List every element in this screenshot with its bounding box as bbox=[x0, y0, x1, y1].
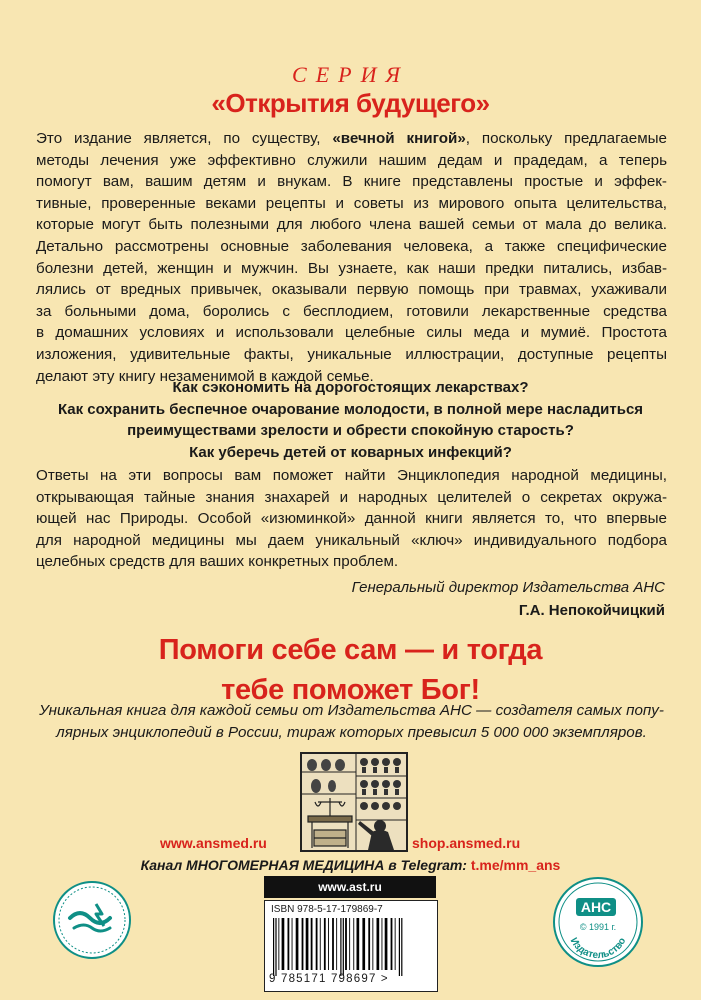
intro-line: Это издание является, по существу, «вечной книгой», поскольку предлагаемые bbox=[36, 130, 668, 147]
barcode-bar bbox=[368, 918, 370, 970]
publisher-logo-word: Издательство bbox=[567, 935, 629, 962]
healer-engraving-illustration bbox=[300, 752, 408, 852]
intro-line: Детально рассмотрены основные заболевания человека, а также специфические bbox=[36, 237, 667, 255]
barcode-bar bbox=[292, 918, 293, 970]
barcode-bar bbox=[306, 918, 309, 970]
barcode-bar bbox=[395, 918, 396, 970]
barcode-bar bbox=[324, 918, 326, 970]
barcode-bar bbox=[278, 918, 279, 970]
answer-paragraph bbox=[36, 465, 667, 573]
barcode-bar bbox=[349, 918, 350, 970]
isbn-number: ISBN 978-5-17-179869-7 bbox=[271, 904, 383, 915]
barcode-bars bbox=[271, 918, 431, 976]
barcode-bar bbox=[273, 918, 274, 976]
barcode-bar bbox=[391, 918, 393, 970]
ast-website-banner: www.ast.ru bbox=[264, 876, 436, 898]
barcode-bar bbox=[282, 918, 285, 970]
questions-block bbox=[20, 377, 681, 463]
barcode-bar bbox=[343, 918, 344, 976]
barcode-panel bbox=[264, 900, 438, 992]
slogan-line: Помоги себе сам — и тогда bbox=[158, 634, 543, 666]
barcode-bar bbox=[275, 918, 276, 976]
intro-line: изложения, удивительные факты, уникальные иллюстрации, доступные рецепты bbox=[36, 345, 667, 363]
barcode-bar bbox=[372, 918, 373, 970]
intro-line: методы лечения уже эффективно служили нашим дедам и прадедам, а теперь bbox=[36, 151, 667, 169]
intro-line: болезни детей, женщин и мужчин. Вы узнаете, как наши предки питались, избав- bbox=[36, 259, 667, 277]
intro-line: в домашних условиях и использовали целебные силы меда и мумиё. Простота bbox=[36, 324, 667, 342]
barcode-bar bbox=[362, 918, 365, 970]
barcode-bar bbox=[340, 918, 341, 976]
answer-line: для народной медицины мы даем уникальный «ключ» индивидуального подбора bbox=[36, 531, 667, 549]
barcode-bar bbox=[316, 918, 318, 970]
barcode-bar bbox=[336, 918, 337, 970]
barcode-bar bbox=[345, 918, 347, 970]
publisher-ans-logo bbox=[552, 876, 644, 968]
barcode-bar bbox=[357, 918, 360, 970]
series-emblem-logo bbox=[52, 880, 132, 960]
barcode-bar bbox=[296, 918, 299, 970]
barcode-bar bbox=[385, 918, 388, 970]
telegram-link[interactable]: t.me/mm_ans bbox=[470, 857, 561, 873]
barcode-bar bbox=[302, 918, 304, 970]
website-link-ansmed[interactable]: www.ansmed.ru bbox=[160, 835, 267, 851]
answer-line: целебных средств для ваших конкретных проблем. bbox=[36, 553, 399, 571]
publisher-logo-year: © 1991 г. bbox=[579, 922, 617, 932]
question-line: преимуществами зрелости и обрести спокойную старость? bbox=[127, 422, 574, 439]
barcode-bar bbox=[401, 918, 402, 976]
slogan bbox=[0, 630, 701, 710]
barcode-bar bbox=[332, 918, 334, 970]
intro-line: делают эту книгу незаменимой в каждой семье. bbox=[36, 367, 374, 385]
intro-line: помогут вам, вашим детям и внукам. В книге представлены простые и эффек- bbox=[36, 173, 667, 191]
intro-line: за больными дома, боролись с бесплодием, готовили лекарственные средства bbox=[36, 302, 667, 320]
question-line: Как сэкономить на дорогостоящих лекарствах? bbox=[172, 379, 529, 396]
signature-name: Г.А. Непокойчицкий bbox=[518, 602, 665, 619]
question-line: Как уберечь детей от коварных инфекций? bbox=[189, 443, 512, 461]
barcode-bar bbox=[399, 918, 400, 976]
answer-line: ющей нас Природы. Особой «изюминкой» данной книги является то, что впервые bbox=[36, 510, 667, 528]
intro-line: лялись от вредных привычек, оказывали первую помощь при травмах, ухаживали bbox=[36, 281, 667, 299]
answer-line: Ответы на эти вопросы вам поможет найти Энциклопедия народной медицины, bbox=[36, 467, 667, 484]
telegram-channel-line bbox=[0, 857, 701, 873]
barcode-bar bbox=[320, 918, 321, 970]
statement-line: Уникальная книга для каждой семьи от Издательства АНС — создателя самых попу- bbox=[39, 702, 664, 719]
barcode-bar bbox=[382, 918, 383, 970]
intro-line: тивные, проверенные веками рецепты и советы из мирового опыта целительства, bbox=[36, 194, 667, 212]
barcode-bar bbox=[311, 918, 313, 970]
publisher-logo-abbr: АНС bbox=[580, 899, 612, 915]
slogan-line: тебе поможет Бог! bbox=[221, 674, 480, 706]
answer-line: открывающая тайные знания знахарей и народных целителей о секретах окружа- bbox=[36, 488, 667, 506]
eternal-book-emphasis: «вечной книгой» bbox=[332, 130, 466, 147]
intro-paragraph bbox=[36, 128, 667, 387]
barcode-bar bbox=[328, 918, 329, 970]
intro-line: которые могут быть полезными для любого члена вашей семьи от мала до велика. bbox=[36, 216, 667, 234]
telegram-prefix: Канал МНОГОМЕРНАЯ МЕДИЦИНА в Telegram: bbox=[140, 857, 471, 873]
signature-role: Генеральный директор Издательства АНС bbox=[351, 579, 665, 596]
publisher-statement bbox=[36, 700, 667, 743]
barcode-bar bbox=[288, 918, 290, 970]
barcode-digits: 9 785171 798697 > bbox=[269, 973, 389, 985]
series-title: «Открытия будущего» bbox=[211, 88, 490, 118]
series-label: СЕРИЯ bbox=[292, 62, 409, 87]
barcode-bar bbox=[353, 918, 354, 970]
question-line: Как сохранить беспечное очарование молодости, в полной мере насладиться bbox=[57, 400, 644, 418]
barcode-bar bbox=[377, 918, 380, 970]
website-link-shop[interactable]: shop.ansmed.ru bbox=[412, 835, 521, 851]
statement-line: лярных энциклопедий в России, тираж которых превысил 5 000 000 экземпляров. bbox=[56, 723, 647, 741]
